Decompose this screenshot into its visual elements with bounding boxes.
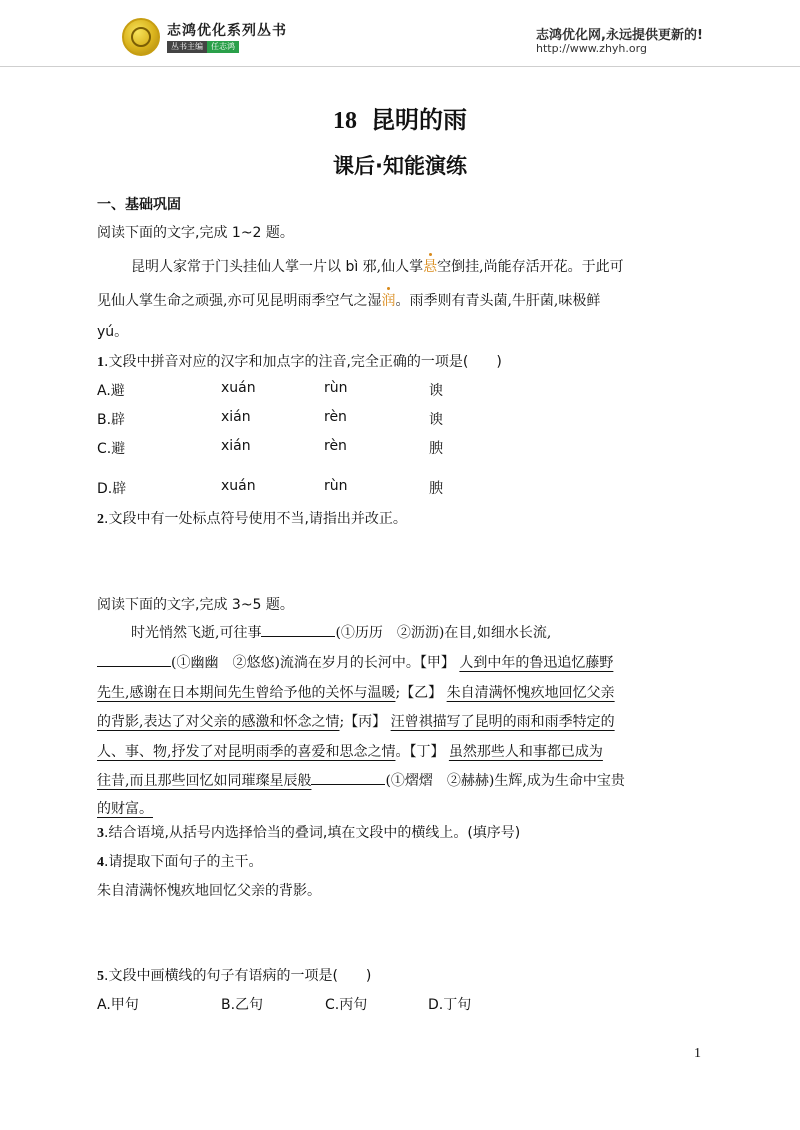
option-pinyin: rèn bbox=[324, 438, 347, 454]
fill-blank-1[interactable] bbox=[261, 624, 335, 637]
option-pinyin: rùn bbox=[324, 478, 348, 494]
passage-text: 昆明人家常于门头挂仙人掌一片以 bbox=[131, 259, 346, 275]
question-3 bbox=[97, 822, 520, 842]
header-slogan: 志鸿优化网,永远提供更新的! bbox=[536, 28, 703, 43]
passage-text: (①幽幽 ②悠悠)流淌在岁月的长河中。【甲】 bbox=[171, 655, 460, 671]
passage-text: 时光悄然飞逝,可往事 bbox=[131, 625, 262, 641]
intro-range: 3~5 bbox=[231, 597, 262, 613]
reading2-line2 bbox=[97, 652, 613, 672]
underlined-sentence-bing: 汪曾祺描写了昆明的雨和雨季特定的 bbox=[390, 714, 615, 730]
option-pinyin: rùn bbox=[324, 380, 348, 396]
underlined-sentence-bing: 人、事、物,抒发了对昆明雨季的喜爱和思念之情 bbox=[97, 744, 396, 760]
passage-text: 。【丁】 bbox=[395, 744, 449, 760]
intro-text: 阅读下面的文字,完成 bbox=[97, 225, 232, 241]
q1-option-b[interactable] bbox=[97, 409, 497, 429]
question-number: 1 bbox=[97, 355, 104, 370]
q5-options bbox=[97, 994, 497, 1014]
question-text: .文段中有一处标点符号使用不当,请指出并改正。 bbox=[104, 511, 407, 527]
underlined-sentence-ding: 的财富。 bbox=[97, 801, 153, 817]
question-5 bbox=[97, 965, 371, 985]
intro-text-end: 题。 bbox=[261, 597, 294, 613]
question-4-sentence: 朱自清满怀愧疚地回忆父亲的背影。 bbox=[97, 883, 321, 899]
question-text: .请提取下面句子的主干。 bbox=[104, 854, 263, 870]
underlined-sentence-jia: 人到中年的鲁迅追忆藤野 bbox=[459, 655, 614, 671]
option-pinyin: xuán bbox=[221, 478, 256, 494]
reading2-line7 bbox=[97, 798, 153, 818]
q5-option-b[interactable]: B.乙句 bbox=[221, 997, 264, 1013]
fill-blank-3[interactable] bbox=[311, 772, 385, 785]
passage-text: (①熠熠 ②赫赫)生辉,成为生命中宝贵 bbox=[385, 773, 625, 789]
reading2-line5 bbox=[97, 741, 603, 761]
passage-text: 空倒挂,尚能存活开花。于此可 bbox=[437, 259, 624, 275]
q5-option-a[interactable]: A.甲句 bbox=[97, 997, 139, 1013]
option-char: 腴 bbox=[429, 481, 443, 497]
passage-text: 。 bbox=[114, 324, 129, 340]
underlined-sentence-jia: 先生,感谢在日本期间先生曾给予他的关怀与温暖 bbox=[97, 685, 396, 701]
option-char: 腴 bbox=[429, 441, 443, 457]
intro-text: 阅读下面的文字,完成 bbox=[97, 597, 232, 613]
publisher-logo bbox=[122, 18, 160, 56]
option-label: D.辟 bbox=[97, 481, 127, 497]
reading1-line2 bbox=[97, 290, 600, 310]
question-number: 4 bbox=[97, 855, 104, 870]
question-text: .结合语境,从括号内选择恰当的叠词,填在文段中的横线上。(填序号) bbox=[104, 825, 521, 841]
reading2-line1 bbox=[131, 622, 551, 642]
option-pinyin: xián bbox=[221, 438, 251, 454]
question-number: 5 bbox=[97, 969, 104, 984]
q1-option-a[interactable] bbox=[97, 380, 497, 400]
intro-text-end: 题。 bbox=[261, 225, 294, 241]
question-number: 2 bbox=[97, 512, 104, 527]
chief-editor-label: 丛书主编 bbox=[167, 41, 207, 53]
q1-option-d[interactable] bbox=[97, 478, 497, 498]
dotted-char: 悬 bbox=[423, 259, 438, 275]
q1-option-c[interactable] bbox=[97, 438, 497, 458]
underlined-sentence-yi: 的背影,表达了对父亲的感激和怀念之情 bbox=[97, 714, 340, 730]
lesson-subtitle: 课后·知能演练 bbox=[333, 154, 467, 178]
option-char: 谀 bbox=[429, 383, 443, 399]
reading1-line1 bbox=[131, 256, 624, 276]
option-label: A.避 bbox=[97, 383, 125, 399]
question-1 bbox=[97, 351, 502, 371]
chief-editor-badge bbox=[167, 41, 239, 53]
underlined-sentence-ding: 往昔,而且那些回忆如同璀璨星辰般 bbox=[97, 773, 312, 789]
q5-option-d[interactable]: D.丁句 bbox=[428, 997, 472, 1013]
lesson-title bbox=[0, 100, 800, 135]
lesson-title-text: 昆明的雨 bbox=[371, 105, 467, 134]
pinyin-blank: yú bbox=[97, 324, 115, 340]
option-pinyin: rèn bbox=[324, 409, 347, 425]
header-url[interactable]: http://www.zhyh.org bbox=[536, 42, 647, 55]
page-number: 1 bbox=[694, 1046, 701, 1061]
fill-blank-2[interactable] bbox=[97, 654, 171, 667]
option-char: 谀 bbox=[429, 412, 443, 428]
question-number: 3 bbox=[97, 826, 104, 841]
dotted-char: 润 bbox=[381, 293, 396, 309]
option-pinyin: xuán bbox=[221, 380, 256, 396]
intro-range: 1~2 bbox=[231, 225, 262, 241]
passage-text: ;【丙】 bbox=[339, 714, 391, 730]
question-text: .文段中拼音对应的汉字和加点字的注音,完全正确的一项是( ) bbox=[104, 354, 502, 370]
option-label: C.避 bbox=[97, 441, 126, 457]
section-heading: 一、基础巩固 bbox=[97, 197, 181, 213]
reading2-intro bbox=[97, 594, 294, 614]
reading1-intro bbox=[97, 222, 294, 242]
chief-editor-name: 任志鸿 bbox=[207, 41, 239, 53]
passage-text: 。雨季则有青头菌,牛肝菌,味极鲜 bbox=[395, 293, 601, 309]
reading2-line3 bbox=[97, 682, 615, 702]
logo-emblem-icon bbox=[131, 27, 151, 47]
series-title: 志鸿优化系列丛书 bbox=[167, 23, 287, 39]
passage-text: (①历历 ②沥沥)在目,如细水长流, bbox=[335, 625, 552, 641]
lesson-number: 18 bbox=[333, 108, 357, 134]
question-4 bbox=[97, 851, 262, 871]
reading2-line6 bbox=[97, 770, 625, 790]
underlined-sentence-ding: 虽然那些人和事都已成为 bbox=[448, 744, 603, 760]
q5-option-c[interactable]: C.丙句 bbox=[325, 997, 368, 1013]
passage-text: 见仙人掌生命之顽强,亦可见昆明雨季空气之湿 bbox=[97, 293, 382, 309]
reading2-line4 bbox=[97, 711, 615, 731]
reading1-line3 bbox=[97, 321, 128, 341]
passage-text: ;【乙】 bbox=[395, 685, 447, 701]
option-label: B.辟 bbox=[97, 412, 126, 428]
header-divider bbox=[0, 66, 800, 67]
option-pinyin: xián bbox=[221, 409, 251, 425]
pinyin-blank: bì bbox=[345, 259, 359, 275]
underlined-sentence-yi: 朱自清满怀愧疚地回忆父亲 bbox=[446, 685, 615, 701]
question-text: .文段中画横线的句子有语病的一项是( ) bbox=[104, 968, 372, 984]
passage-text: 邪,仙人掌 bbox=[358, 259, 424, 275]
question-2 bbox=[97, 508, 407, 528]
